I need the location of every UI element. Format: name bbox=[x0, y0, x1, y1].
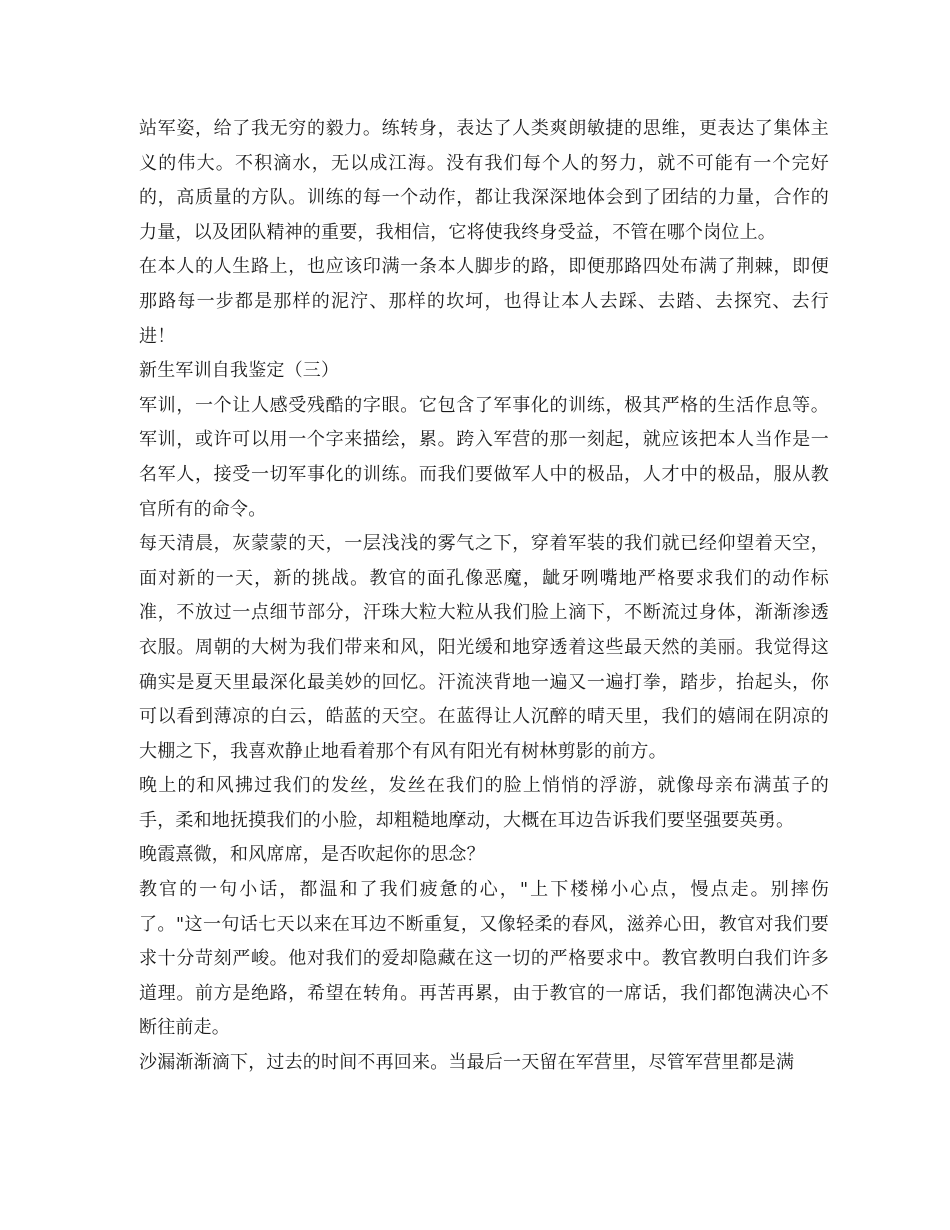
paragraph-7: 教官的一句小话，都温和了我们疲惫的心，"上下楼梯小心点，慢点走。别摔伤了。"这一句话七天以来在耳边不断重复，又像轻柔的春风，滋养心田，教官对我们要求十分苛刻严峻。他对我们的爱却隐藏在这一切的严格要求中。教官教明白我们许多道理。前方是绝路，希望在转角。再苦再累，由于教官的一席话，我们都饱满决心不断往前走。 bbox=[139, 879, 829, 1039]
paragraph-3: 军训，一个让人感受残酷的字眼。它包含了军事化的训练，极其严格的生活作息等。军训，或许可以用一个字来描绘，累。跨入军营的那一刻起，就应该把本人当作是一名军人，接受一切军事化的训练。而我们要做军人中的极品，人才中的极品，服从教官所有的命令。 bbox=[139, 394, 829, 520]
section-heading: 新生军训自我鉴定（三） bbox=[139, 360, 340, 382]
document-body bbox=[139, 112, 829, 1081]
paragraph-4: 每天清晨，灰蒙蒙的天，一层浅浅的雾气之下，穿着军装的我们就已经仰望着天空，面对新的一天，新的挑战。教官的面孔像恶魔，龇牙咧嘴地严格要求我们的动作标准，不放过一点细节部分，汗珠大粒大粒从我们脸上滴下，不断流过身体，渐渐渗透衣服。周朝的大树为我们带来和风，阳光缓和地穿透着这些最天然的美丽。我觉得这确实是夏天里最深化最美妙的回忆。汗流浃背地一遍又一遍打拳，踏步，抬起头，你可以看到薄凉的白云，皓蓝的天空。在蓝得让人沉醉的晴天里，我们的嬉闹在阴凉的大棚之下，我喜欢静止地看着那个有风有阳光有树林剪影的前方。 bbox=[139, 533, 829, 762]
paragraph-2: 在本人的人生路上，也应该印满一条本人脚步的路，即便那路四处布满了荆棘，即便那路每一步都是那样的泥泞、那样的坎坷，也得让本人去踩、去踏、去探究、去行进！ bbox=[139, 256, 829, 347]
paragraph-6: 晚霞熹微，和风席席，是否吹起你的思念？ bbox=[139, 844, 485, 866]
paragraph-5: 晚上的和风拂过我们的发丝，发丝在我们的脸上悄悄的浮游，就像母亲布满茧子的手，柔和地抚摸我们的小脸，却粗糙地摩动，大概在耳边告诉我们要坚强要英勇。 bbox=[139, 775, 829, 831]
paragraph-8: 沙漏渐渐滴下，过去的时间不再回来。当最后一天留在军营里，尽管军营里都是满 bbox=[139, 1052, 795, 1074]
paragraph-1: 站军姿，给了我无穷的毅力。练转身，表达了人类爽朗敏捷的思维，更表达了集体主义的伟大。不积滴水，无以成江海。没有我们每个人的努力，就不可能有一个完好的，高质量的方队。训练的每一个动作，都让我深深地体会到了团结的力量，合作的力量，以及团队精神的重要，我相信，它将使我终身受益，不管在哪个岗位上。 bbox=[139, 118, 829, 243]
